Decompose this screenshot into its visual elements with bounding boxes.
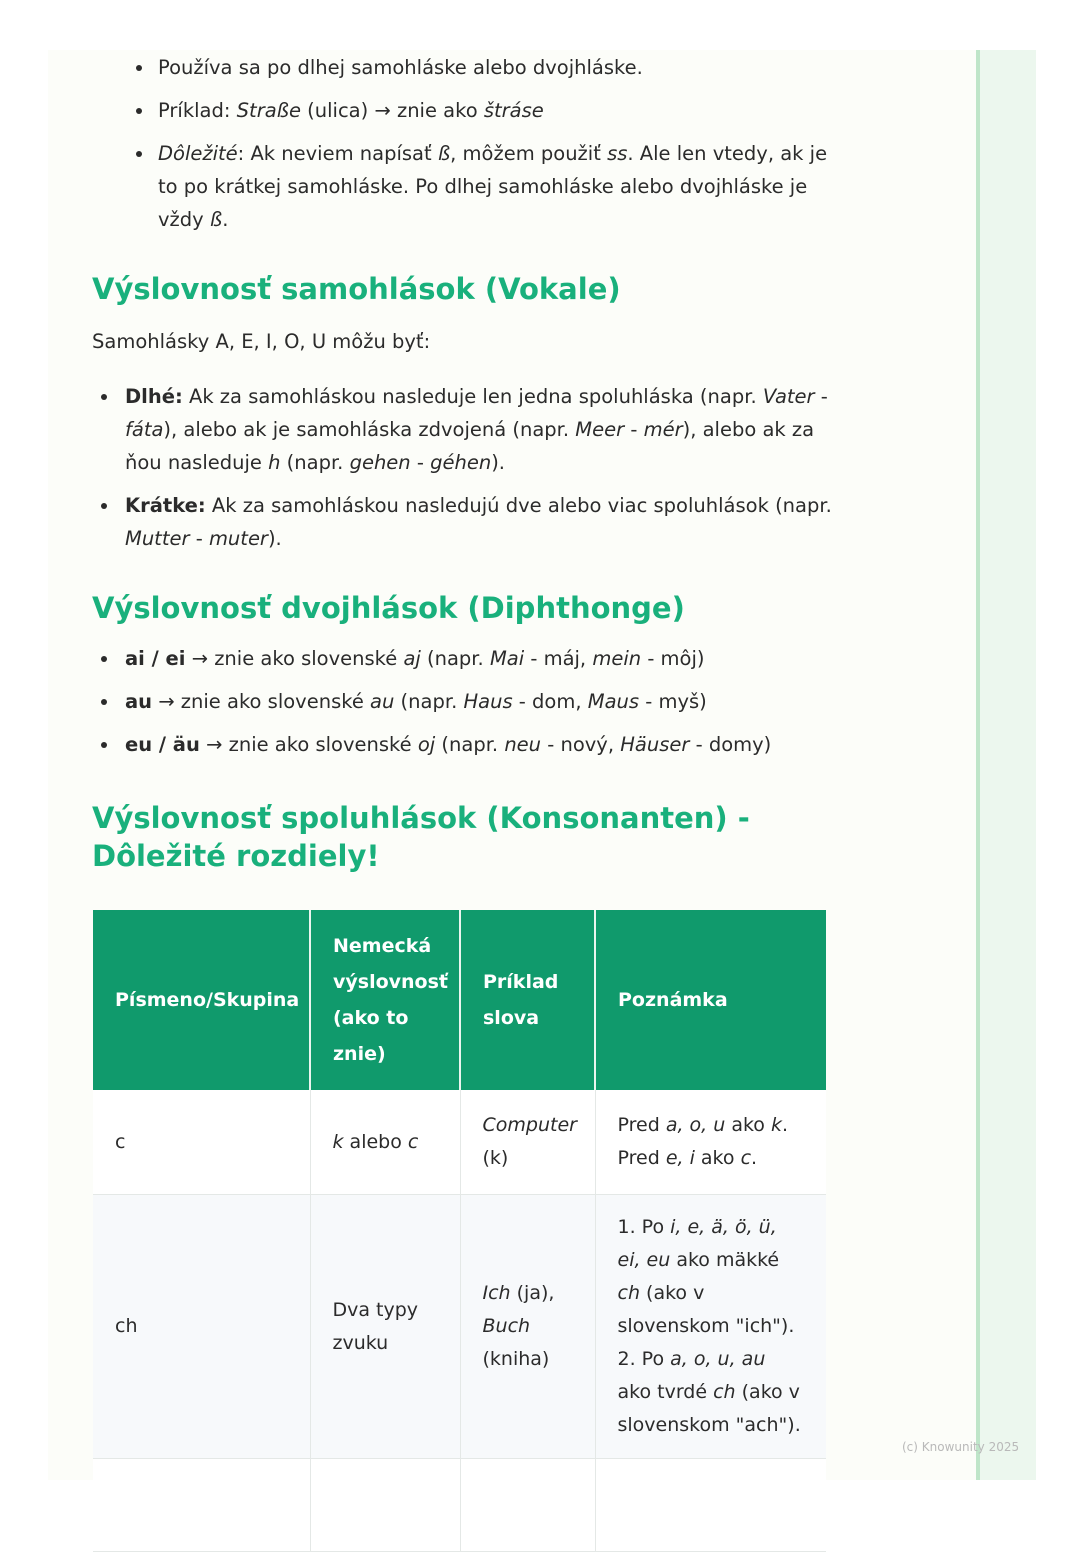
table-cell-note: Pred a, o, u ako k. Pred e, i ako c. xyxy=(595,1090,826,1195)
table-cell-empty xyxy=(310,1459,460,1552)
table-header-row xyxy=(93,910,826,1090)
list-item: Príklad: Straße (ulica) → znie ako štráse xyxy=(92,94,832,127)
table-row xyxy=(93,1090,826,1195)
intro-bullet-list xyxy=(92,51,832,236)
table-cell-example: Ich (ja), Buch (kniha) xyxy=(460,1195,595,1459)
list-item: au → znie ako slovenské au (napr. Haus - dom, Maus - myš) xyxy=(92,685,832,718)
table-header-cell: Príklad slova xyxy=(460,910,595,1090)
table-cell-pronunciation: Dva typy zvuku xyxy=(310,1195,460,1459)
vokale-list xyxy=(92,380,832,555)
list-item: eu / äu → znie ako slovenské oj (napr. neu - nový, Häuser - domy) xyxy=(92,728,832,761)
table-cell-letter: ch xyxy=(93,1195,310,1459)
table-cell-letter: c xyxy=(93,1090,310,1195)
table-cell-note: 1. Po i, e, ä, ö, ü, ei, eu ako mäkké ch (ako v slovenskom "ich"). 2. Po a, o, u, au ako tvrdé ch (ako v slovenskom "ach"). xyxy=(595,1195,826,1459)
list-item: Krátke: Ak za samohláskou nasledujú dve alebo viac spoluhlások (napr. Mutter - muter). xyxy=(92,489,832,555)
table-cell-pronunciation: k alebo c xyxy=(310,1090,460,1195)
section-heading-vokale: Výslovnosť samohlások (Vokale) xyxy=(92,272,621,306)
vokale-intro: Samohlásky A, E, I, O, U môžu byť: xyxy=(92,330,431,353)
side-band xyxy=(976,50,1036,1480)
table-cell-empty xyxy=(460,1459,595,1552)
table-header-cell: Nemecká výslovnosť (ako to znie) xyxy=(310,910,460,1090)
table-header-cell: Poznámka xyxy=(595,910,826,1090)
diphthonge-list xyxy=(92,642,832,761)
list-item: Dlhé: Ak za samohláskou nasleduje len jedna spoluhláska (napr. Vater - fáta), alebo ak je samohláska zdvojená (napr. Meer - mér), alebo ak za ňou nasleduje h (napr. gehen - géhen). xyxy=(92,380,832,479)
section-heading-konsonanten: Výslovnosť spoluhlások (Konsonanten) - Dôležité rozdiely! xyxy=(92,801,750,873)
consonants-table xyxy=(93,910,826,1552)
list-item: Dôležité: Ak neviem napísať ß, môžem použiť ss. Ale len vtedy, ak je to po krátkej samohláske. Po dlhej samohláske alebo dvojhláske je vždy ß. xyxy=(92,137,832,236)
list-item: Používa sa po dlhej samohláske alebo dvojhláske. xyxy=(92,51,832,84)
list-item: ai / ei → znie ako slovenské aj (napr. Mai - máj, mein - môj) xyxy=(92,642,832,675)
page-content xyxy=(92,50,832,875)
table-row xyxy=(93,1459,826,1552)
table-header-cell: Písmeno/Skupina xyxy=(93,910,310,1090)
copyright-footer: (c) Knowunity 2025 xyxy=(902,1440,1020,1454)
section-heading-diphthonge: Výslovnosť dvojhlások (Diphthonge) xyxy=(92,591,685,625)
table-cell-empty xyxy=(595,1459,826,1552)
table-cell-empty xyxy=(93,1459,310,1552)
table-cell-example: Computer (k) xyxy=(460,1090,595,1195)
table-row xyxy=(93,1195,826,1459)
